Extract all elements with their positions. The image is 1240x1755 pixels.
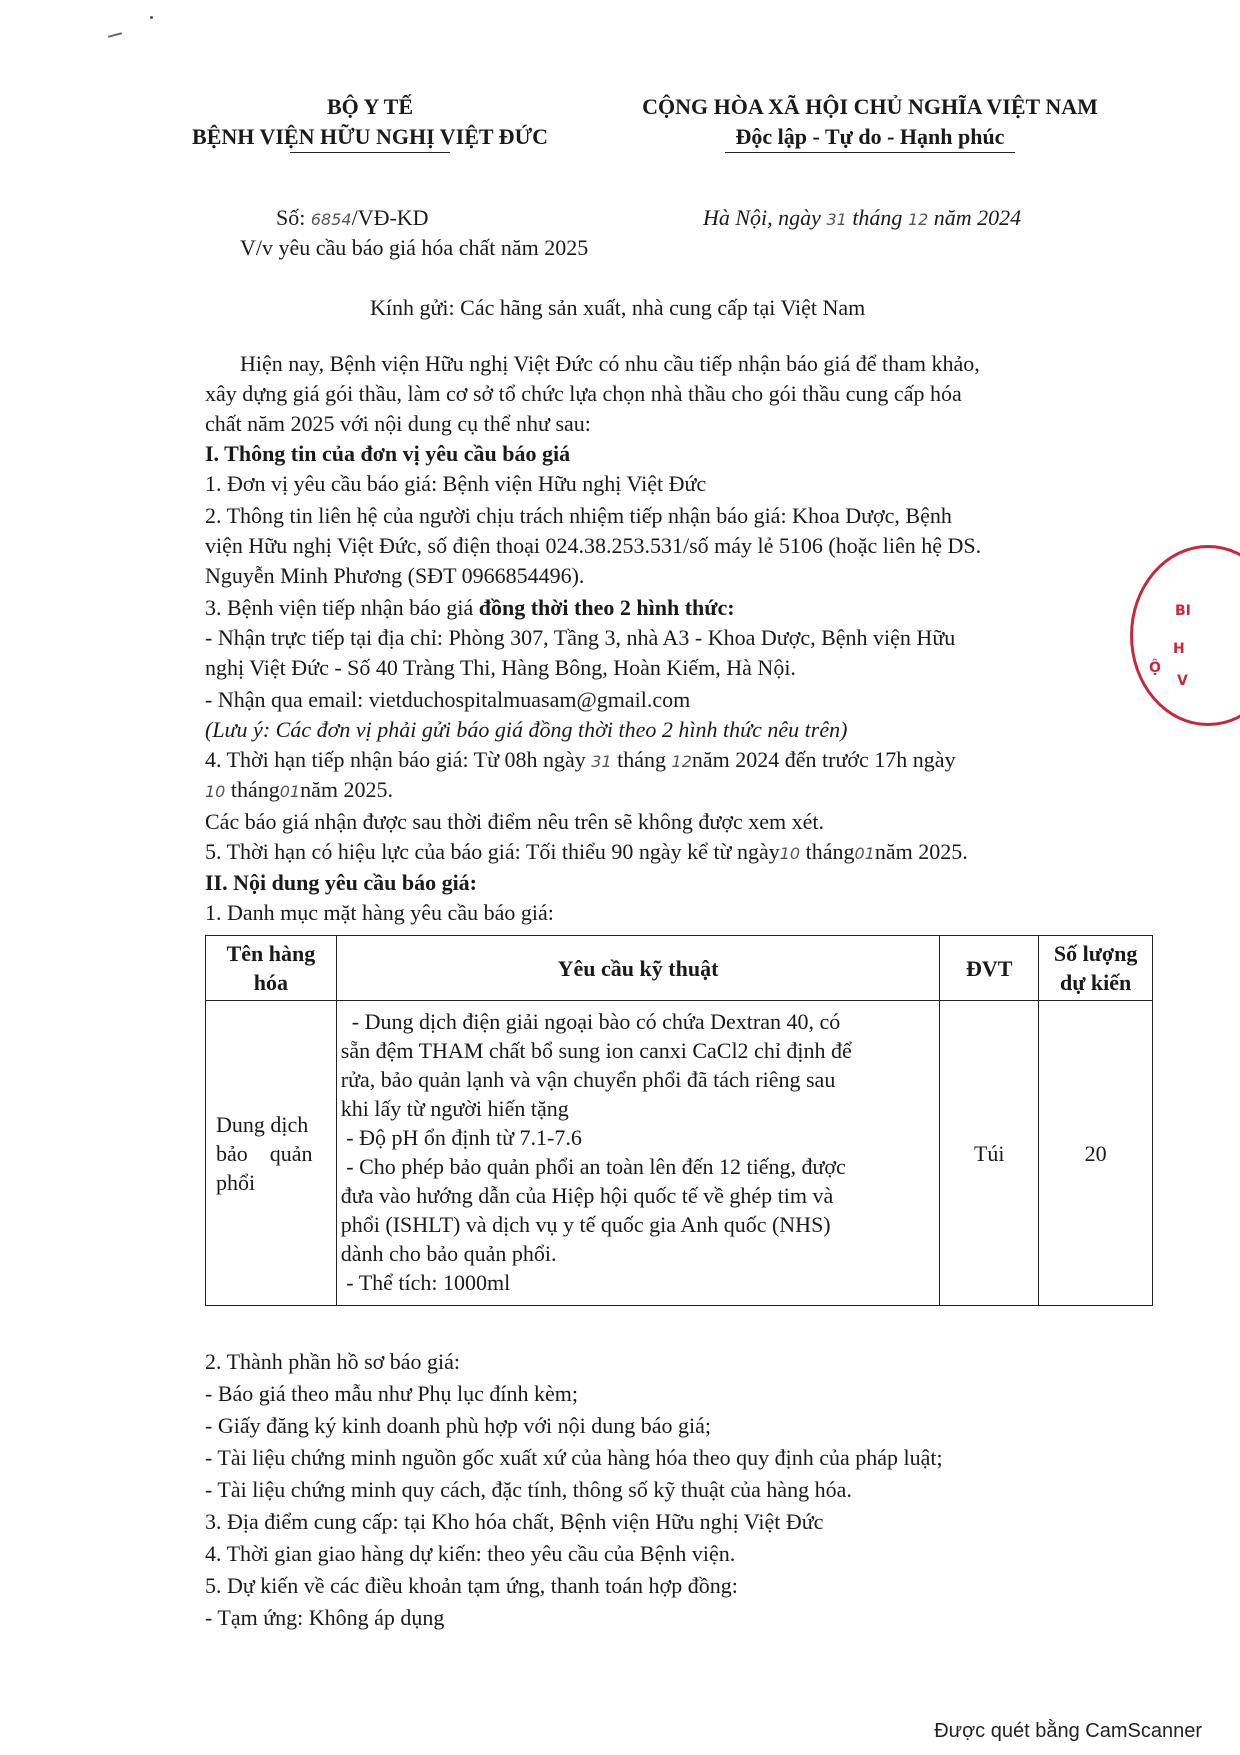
delivery-time: 4. Thời gian giao hàng dự kiến: theo yêu cầu của Bệnh viện.: [205, 1541, 736, 1566]
section-1-item-2-line-3: Nguyễn Minh Phương (SĐT 0966854496).: [205, 563, 585, 588]
section-1-item-2-line-2: viện Hữu nghị Việt Đức, số điện thoại 024.38.253.531/số máy lẻ 5106 (hoặc liên hệ DS.: [205, 533, 982, 558]
delivery-location: 3. Địa điểm cung cấp: tại Kho hóa chất, Bệnh viện Hữu nghị Việt Đức: [205, 1509, 824, 1534]
camscanner-watermark: Được quét bằng CamScanner: [934, 1720, 1202, 1742]
handwritten-day-2: 10: [205, 782, 226, 801]
handwritten-month-2: 01: [279, 782, 301, 801]
section-2-title: II. Nội dung yêu cầu báo giá:: [205, 870, 478, 895]
country-name: CỘNG HÒA XÃ HỘI CHỦ NGHĨA VIỆT NAM: [642, 94, 1098, 119]
section-1-item-3: 3. Bệnh viện tiếp nhận báo giá đồng thời theo 2 hình thức:: [205, 595, 735, 620]
late-submission-note: Các báo giá nhận được sau thời điểm nêu trên sẽ không được xem xét.: [205, 809, 824, 834]
date-line: Hà Nội, ngày 31 tháng 12 năm 2024: [703, 205, 1022, 230]
national-motto: Độc lập - Tự do - Hạnh phúc: [735, 124, 1005, 149]
hospital-name: BỆNH VIỆN HỮU NGHỊ VIỆT ĐỨC: [192, 124, 548, 149]
intro-line-3: chất năm 2025 với nội dung cụ thể như sau:: [205, 411, 591, 436]
handwritten-day-1: 31: [591, 752, 612, 771]
section-1-item-2-line-1: 2. Thông tin liên hệ của người chịu trách nhiệm tiếp nhận báo giá: Khoa Dược, Bệnh: [205, 503, 952, 528]
section-1-title: I. Thông tin của đơn vị yêu cầu báo giá: [205, 441, 571, 466]
section-1-item-5: 5. Thời hạn có hiệu lực của báo giá: Tối thiểu 90 ngày kể từ ngày10 tháng01năm 2025.: [205, 839, 968, 864]
header-left-underline: [290, 152, 450, 153]
email-line: - Nhận qua email: vietduchospitalmuasam@gmail.com: [205, 687, 691, 712]
header-technical-spec: Yêu cầu kỹ thuật: [336, 936, 939, 1001]
intro-line-2: xây dựng giá gói thầu, làm cơ sở tổ chức lựa chọn nhà thầu cho gói thầu cung cấp hóa: [205, 381, 962, 406]
recipient-line: Kính gửi: Các hãng sản xuất, nhà cung cấp tại Việt Nam: [370, 295, 866, 320]
documents-item-1: - Báo giá theo mẫu như Phụ lục đính kèm;: [205, 1381, 579, 1406]
cell-item-name: Dung dịch bảo quản phổi: [206, 1001, 337, 1306]
header-unit: ĐVT: [940, 936, 1039, 1001]
handwritten-month: 12: [907, 210, 929, 229]
header-item-name: Tên hàng hóa: [206, 936, 337, 1001]
list-title: 1. Danh mục mặt hàng yêu cầu báo giá:: [205, 900, 554, 925]
handwritten-number: 6854: [310, 210, 352, 229]
documents-item-3: - Tài liệu chứng minh nguồn gốc xuất xứ của hàng hóa theo quy định của pháp luật;: [205, 1445, 943, 1470]
handwritten-day: 31: [826, 210, 847, 229]
scan-speck: [108, 32, 122, 38]
table-row: [206, 1001, 1153, 1306]
document-number: Số: 6854/VĐ-KD: [276, 205, 429, 230]
document-subject: V/v yêu cầu báo giá hóa chất năm 2025: [240, 235, 589, 260]
documents-item-2: - Giấy đăng ký kinh doanh phù hợp với nội dung báo giá;: [205, 1413, 711, 1438]
advance-payment: - Tạm ứng: Không áp dụng: [205, 1605, 445, 1630]
note-line: (Lưu ý: Các đơn vị phải gửi báo giá đồng thời theo 2 hình thức nêu trên): [205, 717, 848, 742]
section-1-item-1: 1. Đơn vị yêu cầu báo giá: Bệnh viện Hữu nghị Việt Đức: [205, 471, 707, 496]
item-3-emphasis: đồng thời theo 2 hình thức:: [478, 595, 735, 620]
cell-quantity: 20: [1039, 1001, 1153, 1306]
cell-technical-spec: - Dung dịch điện giải ngoại bào có chứa Dextran 40, có sẵn đệm THAM chất bổ sung ion canxi CaCl2 chỉ định để rửa, bảo quản lạnh và vận chuyển phổi đã tách riêng sau khi lấy từ người hiến tặng - Độ pH ổn định từ 7.1-7.6 - Cho phép bảo quản phổi an toàn lên đến 12 tiếng, được đưa vào hướng dẫn của Hiệp hội quốc tế về ghép tim và phổi (ISHLT) và dịch vụ y tế quốc gia Anh quốc (NHS) dành cho bảo quản phổi. - Thể tích: 1000ml: [336, 1001, 939, 1306]
ministry-name: BỘ Y TẾ: [327, 94, 413, 119]
documents-title: 2. Thành phần hồ sơ báo giá:: [205, 1349, 461, 1374]
intro-line-1: Hiện nay, Bệnh viện Hữu nghị Việt Đức có nhu cầu tiếp nhận báo giá để tham khảo,: [240, 351, 980, 376]
cell-unit: Túi: [940, 1001, 1039, 1306]
items-table: [205, 935, 1153, 1306]
section-1-item-4-line-2: 10 tháng01năm 2025.: [205, 777, 393, 802]
header-quantity: Số lượng dự kiến: [1039, 936, 1153, 1001]
handwritten-month-3: 01: [854, 844, 875, 863]
table-header-row: [206, 936, 1153, 1001]
handwritten-day-3: 10: [779, 844, 801, 863]
header-right-underline: [725, 152, 1015, 153]
scan-speck: [150, 16, 153, 19]
direct-address-line-2: nghị Việt Đức - Số 40 Tràng Thi, Hàng Bông, Hoàn Kiếm, Hà Nội.: [205, 655, 796, 680]
section-1-item-4-line-1: 4. Thời hạn tiếp nhận báo giá: Từ 08h ngày 31 tháng 12năm 2024 đến trước 17h ngày: [205, 747, 956, 772]
red-stamp: BI H V Ộ: [1130, 545, 1240, 726]
direct-address-line-1: - Nhận trực tiếp tại địa chỉ: Phòng 307, Tầng 3, nhà A3 - Khoa Dược, Bệnh viện Hữu: [205, 625, 956, 650]
payment-terms-title: 5. Dự kiến về các điều khoản tạm ứng, thanh toán hợp đồng:: [205, 1573, 738, 1598]
documents-item-4: - Tài liệu chứng minh quy cách, đặc tính, thông số kỹ thuật của hàng hóa.: [205, 1477, 852, 1502]
handwritten-month-1: 12: [671, 752, 692, 771]
